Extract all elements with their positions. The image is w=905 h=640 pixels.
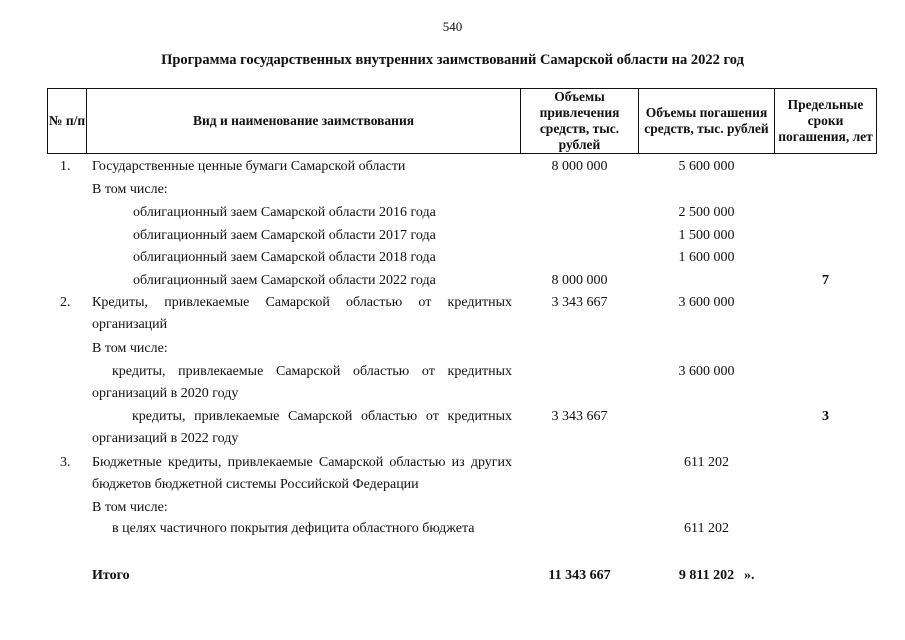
row-repay: 1 600 000 [678, 250, 735, 265]
row-repay: 3 600 000 [678, 364, 735, 379]
total-label: Итого [92, 568, 130, 583]
row-repay: 611 202 [684, 455, 729, 470]
row-term: 7 [822, 273, 829, 288]
row-name: Государственные ценные бумаги Самарской области [92, 159, 406, 174]
row-raise: 8 000 000 [551, 159, 608, 174]
row-name: В том числе: [92, 500, 168, 515]
row-name: облигационный заем Самарской области 2022 года [133, 273, 436, 288]
row-raise: 3 343 667 [551, 409, 608, 424]
header-name: Вид и наименование заимствования [86, 88, 521, 154]
row-repay: 1 500 000 [678, 228, 735, 243]
header-num: № п/п [47, 88, 87, 154]
row-repay: 5 600 000 [678, 159, 735, 174]
row-raise: 3 343 667 [551, 295, 608, 310]
page-number: 540 [442, 19, 463, 34]
row-number: 1. [60, 159, 71, 174]
row-name: облигационный заем Самарской области 2017 года [133, 228, 436, 243]
row-name: кредиты, привлекаемые Самарской областью от кредитных организаций в 2022 году [92, 409, 512, 446]
row-name: в целях частичного покрытия дефицита областного бюджета [112, 521, 475, 536]
row-name: Бюджетные кредиты, привлекаемые Самарской областью из других бюджетов бюджетной системы Российской Федерации [92, 455, 512, 492]
closing-quote: ». [744, 568, 755, 583]
header-term: Предельные сроки погашения, лет [774, 88, 877, 154]
total-repay: 9 811 202 [678, 568, 735, 583]
header-repay: Объемы погашения средств, тыс. рублей [638, 88, 775, 154]
row-name: В том числе: [92, 341, 168, 356]
total-raise: 11 343 667 [548, 568, 611, 583]
header-raise: Объемы привлечения средств, тыс. рублей [520, 88, 639, 154]
row-repay: 611 202 [684, 521, 729, 536]
row-number: 3. [60, 455, 71, 470]
row-number: 2. [60, 295, 71, 310]
row-name: кредиты, привлекаемые Самарской областью от кредитных организаций в 2020 году [92, 364, 512, 401]
row-repay: 3 600 000 [678, 295, 735, 310]
document-title: Программа государственных внутренних заимствований Самарской области на 2022 год [161, 52, 744, 68]
row-name: облигационный заем Самарской области 2018 года [133, 250, 436, 265]
row-repay: 2 500 000 [678, 205, 735, 220]
row-name: В том числе: [92, 182, 168, 197]
row-term: 3 [822, 409, 829, 424]
row-raise: 8 000 000 [551, 273, 608, 288]
row-name: Кредиты, привлекаемые Самарской областью от кредитных организаций [92, 295, 512, 332]
row-name: облигационный заем Самарской области 2016 года [133, 205, 436, 220]
